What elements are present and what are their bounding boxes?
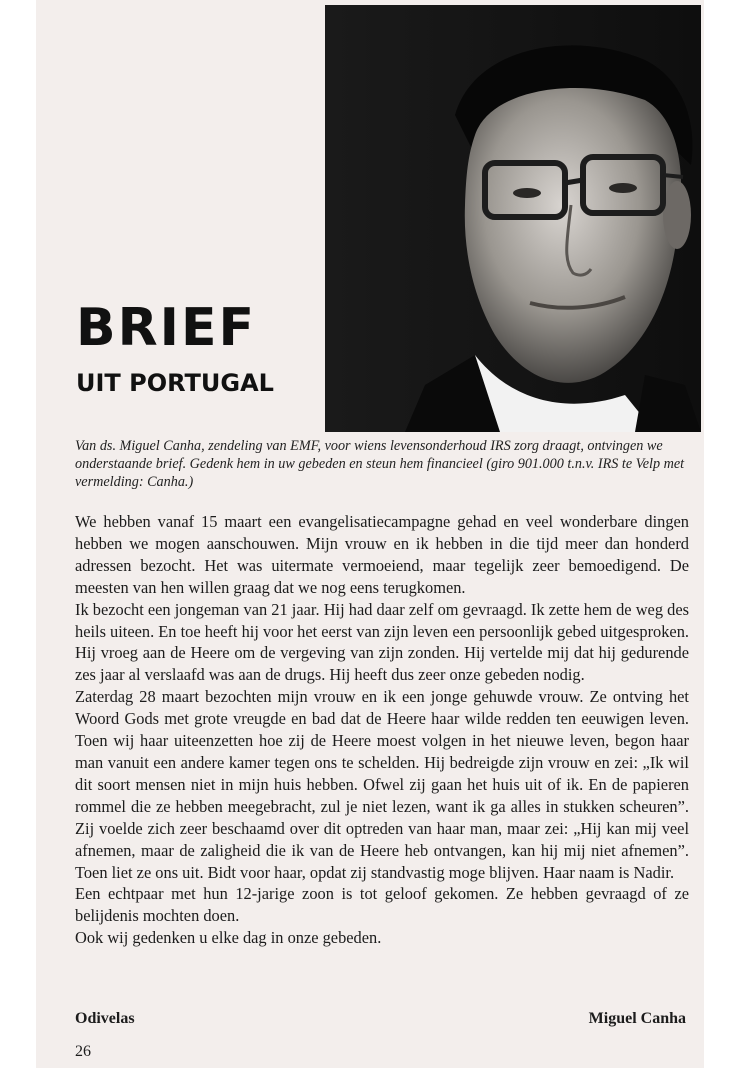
paragraph: Zaterdag 28 maart bezochten mijn vrouw en ik een jonge gehuwde vrouw. Ze ontving het Woord Gods met grote vreugde en bad dat de Heere haar wilde redden ten eeuwigen leven. Toen wij haar uiteenzetten hoe zij de Heere moest volgen in het nieuwe leven, begon haar man vanuit een andere kamer tegen ons te schelden. Hij bedreigde zijn vrouw en zei: „Ik wil dit soort mensen niet in mijn huis hebben. Ofwel zij gaan het huis uit of ik. En de papieren rommel die ze hebben meegebracht, zul je niet lezen, want ik ga alles in stukken scheuren”. Zij voelde zich zeer beschaamd over dit optreden van haar man, maar zei: „Hij kan mij veel afnemen, maar de zaligheid die ik van de Heere heb ontvangen, kan hij mij niet afnemen”. Toen liet ze ons uit. Bidt voor haar, opdat zij standvastig moge blijven. Haar naam is Nadir. (75, 687, 689, 882)
paragraph: Ook wij gedenken u elke dag in onze gebeden. (75, 928, 382, 948)
page-number: 26 (75, 1043, 91, 1060)
right-margin (704, 0, 738, 1068)
left-margin (0, 0, 36, 1068)
portrait-photo (325, 5, 701, 432)
article-subtitle: UIT PORTUGAL (76, 369, 274, 397)
article-title: BRIEF (76, 298, 257, 358)
intro-text: Van ds. Miguel Canha, zendeling van EMF, voor wiens levensonderhoud IRS zorg draagt, ontvingen we onderstaande brief. Gedenk hem in uw gebeden en steun hem financieel (giro 901.000 t.n.v. IRS te Velp met vermelding: Canha.) (75, 438, 685, 490)
paragraph: Ik bezocht een jongeman van 21 jaar. Hij had daar zelf om gevraagd. Ik zette hem de weg des heils uiteen. En toe heeft hij voor het eerst van zijn leven een persoonlijk gebed uitgesproken. Hij vroeg aan de Heere om de vergeving van zijn zonden. Hij vertelde mij dat hij gedurende zes jaar al verslaafd was aan de drugs. Hij heeft dus zeer onze gebeden nodig. (75, 599, 690, 685)
paragraph: We hebben vanaf 15 maart een evangelisatiecampagne gehad en veel wonderbare dingen hebben we mogen aanschouwen. Mijn vrouw en ik hebben in die tijd meer dan honderd adressen bezocht. Het was uitermate vermoeiend, maar tegelijk zeer bemoedigend. De meesten van hen willen graag dat we nog eens terugkomen. (75, 512, 689, 597)
letter-body (75, 511, 689, 949)
signature-name: Miguel Canha (588, 1010, 686, 1027)
paragraph: Een echtpaar met hun 12-jarige zoon is tot geloof gekomen. Ze hebben gevraagd of ze belijdenis mochten doen. (75, 884, 689, 926)
signature-place: Odivelas (75, 1010, 135, 1027)
portrait-icon (325, 5, 701, 432)
